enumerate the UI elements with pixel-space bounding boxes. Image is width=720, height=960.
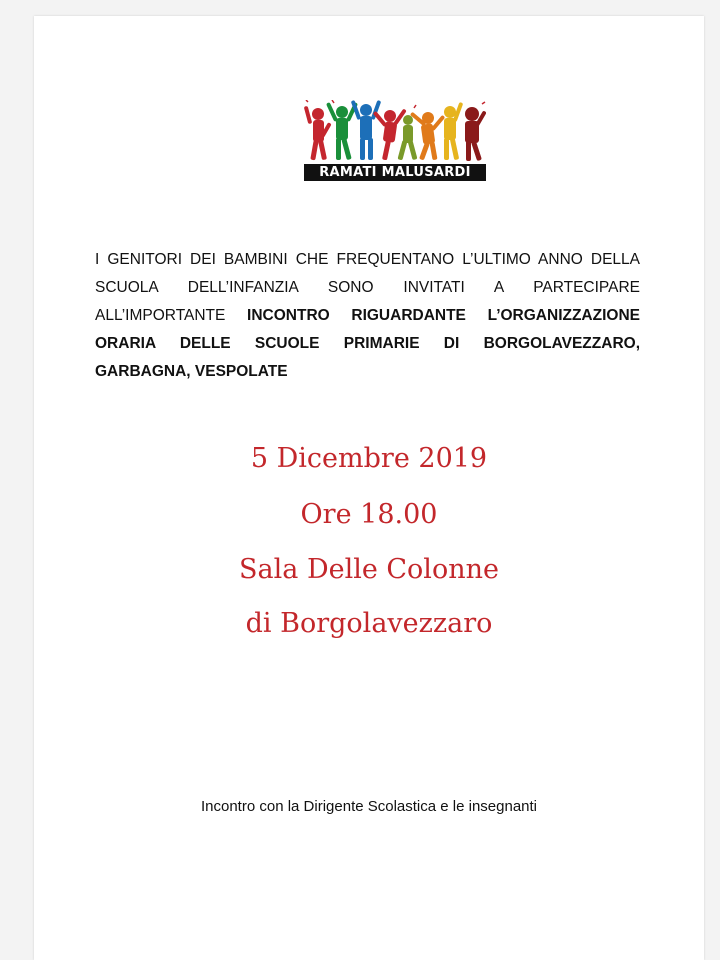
- intro-paragraph: [95, 246, 640, 386]
- intro-text: I GENITORI DEI BAMBINI CHE FREQUENTANO L’ULTIMO ANNO DELLA SCUOLA DELL’INFANZIA SONO INVITATI A PARTECIPARE ALL’IMPORTANTE: [95, 251, 640, 324]
- event-town: di Borgolavezzaro: [245, 608, 493, 639]
- event-time: Ore 18.00: [300, 499, 438, 530]
- document-page: [34, 16, 704, 960]
- event-date: 5 Dicembre 2019: [250, 443, 488, 474]
- footer-note: Incontro con la Dirigente Scolastica e le insegnanti: [200, 798, 538, 815]
- intro-bold-text: INCONTRO RIGUARDANTE L’ORGANIZZAZIONE ORARIA DELLE SCUOLE PRIMARIE DI BORGOLAVEZZARO, GARBAGNA, VESPOLATE: [95, 307, 640, 380]
- school-logo: [304, 100, 486, 180]
- event-venue: Sala Delle Colonne: [239, 554, 499, 585]
- dancing-figures-icon: [304, 100, 486, 164]
- logo-text: RAMATI MALUSARDI: [304, 164, 486, 181]
